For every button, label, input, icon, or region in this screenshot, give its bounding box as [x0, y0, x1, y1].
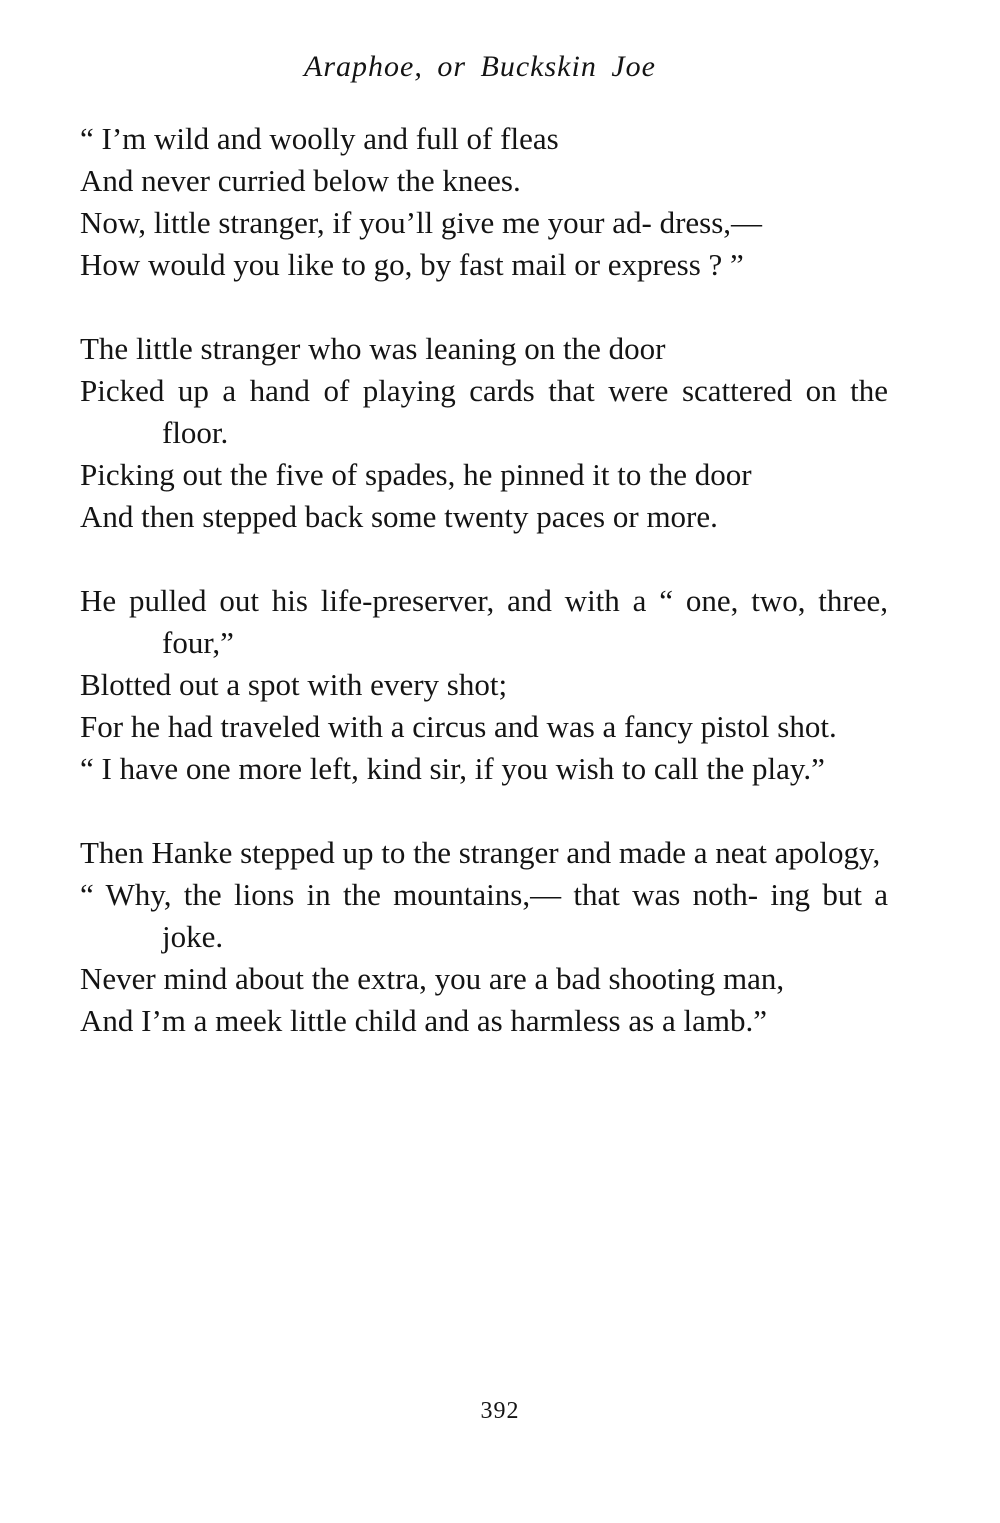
stanza-4: [80, 832, 888, 1042]
poem-line: “ I’m wild and woolly and full of fleas: [80, 121, 559, 156]
poem-line: “ Why, the lions in the mountains,— that was noth- ing but a joke.: [80, 877, 888, 954]
poem-line: How would you like to go, by fast mail or express ? ”: [80, 247, 744, 282]
poem-line: Now, little stranger, if you’ll give me your ad- dress,—: [80, 205, 763, 240]
poem-line: Then Hanke stepped up to the stranger and made a neat apology,: [80, 835, 881, 870]
stanza-3: [80, 580, 888, 790]
poem-line: Never mind about the extra, you are a bad shooting man,: [80, 961, 785, 996]
poem-line: And never curried below the knees.: [80, 163, 521, 198]
poem-body: [80, 118, 888, 1084]
poem-line: Blotted out a spot with every shot;: [80, 667, 508, 702]
poem-line: He pulled out his life-preserver, and with a “ one, two, three, four,”: [80, 583, 888, 660]
page-number: 392: [480, 1398, 520, 1424]
poem-line: Picking out the five of spades, he pinned it to the door: [80, 457, 752, 492]
poem-line: And I’m a meek little child and as harmless as a lamb.”: [80, 1003, 767, 1038]
poem-line: And then stepped back some twenty paces or more.: [80, 499, 718, 534]
poem-line: “ I have one more left, kind sir, if you wish to call the play.”: [80, 751, 825, 786]
stanza-2: [80, 328, 888, 538]
poem-line: For he had traveled with a circus and was a fancy pistol shot.: [80, 709, 837, 744]
poem-line: The little stranger who was leaning on the door: [80, 331, 666, 366]
running-title: Araphoe, or Buckskin Joe: [304, 50, 656, 83]
stanza-1: [80, 118, 888, 286]
poem-line: Picked up a hand of playing cards that were scattered on the floor.: [80, 373, 888, 450]
